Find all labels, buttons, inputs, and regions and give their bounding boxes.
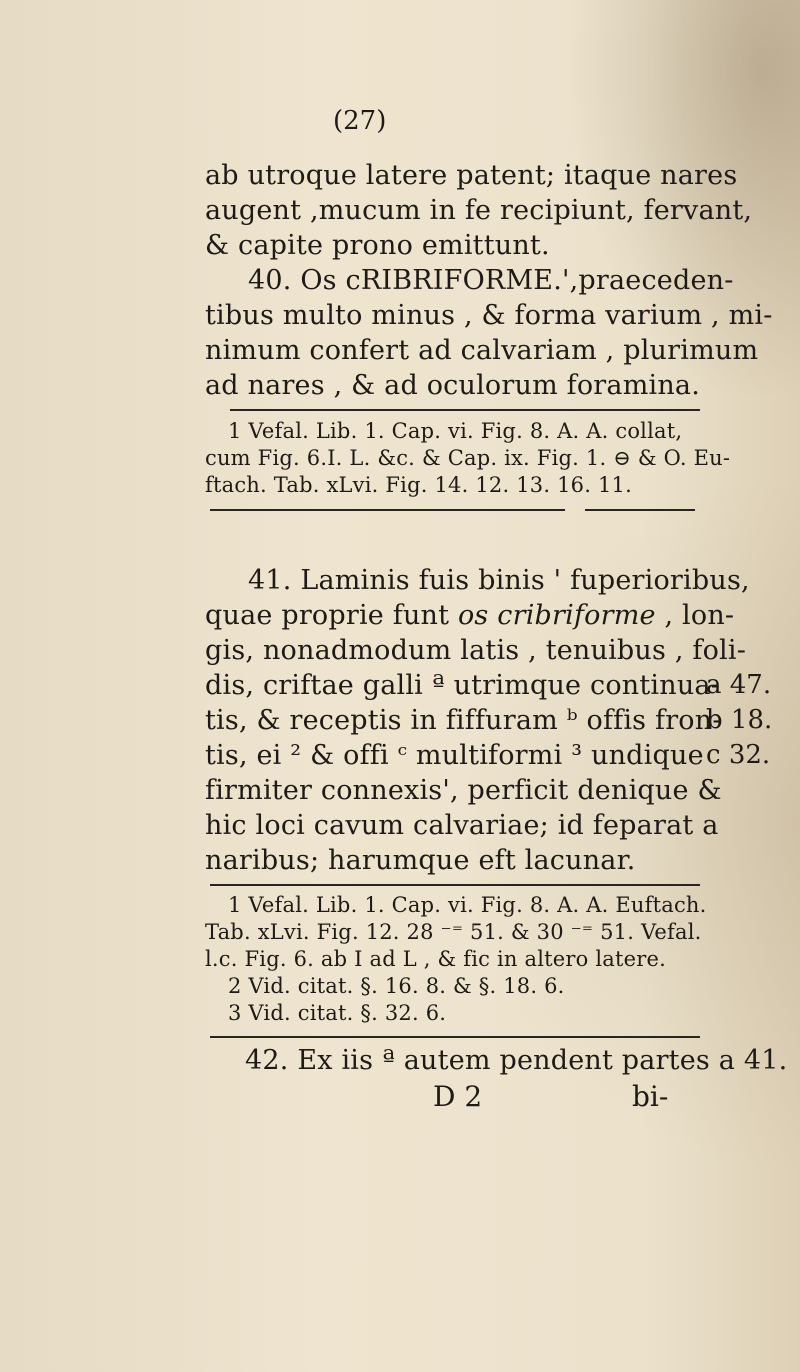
text-line: tibus multo minus , & forma varium , mi-: [205, 300, 773, 331]
margin-reference: c 32.: [706, 740, 771, 770]
footnote-line: 1 Vefal. Lib. 1. Cap. vi. Fig. 8. A. A. collat,: [228, 419, 683, 443]
margin-reference: b 18.: [706, 705, 773, 735]
footnote-rule: [210, 884, 700, 886]
footnote-line: 2 Vid. citat. §. 16. 8. & §. 18. 6.: [228, 974, 565, 998]
text-line: ad nares , & ad oculorum foramina.: [205, 370, 701, 401]
footnote-line: cum Fig. 6.I. L. &c. & Cap. ix. Fig. 1. ⊖ & O. Eu-: [205, 446, 731, 470]
text-line: augent ,mucum in fe recipiunt, fervant,: [205, 195, 753, 226]
text-line: hic loci cavum calvariae; id feparat a: [205, 810, 719, 841]
section-41-heading-line: 41. Laminis fuis binis ' fuperioribus,: [248, 565, 750, 596]
footnote-rule: [210, 509, 565, 511]
text-line: tis, ei ² & offi ᶜ multiformi ³ undique: [205, 740, 704, 771]
text-line: ab utroque latere patent; itaque nares: [205, 160, 738, 191]
margin-reference: a 47.: [706, 670, 772, 700]
text-line: tis, & receptis in fiffuram ᵇ offis fron-: [205, 705, 722, 736]
text-line: nimum confert ad calvariam , plurimum: [205, 335, 759, 366]
page-number: (27): [333, 106, 387, 136]
footnote-rule: [585, 509, 695, 511]
text-line: dis, criftae galli ª utrimque continua-: [205, 670, 721, 701]
text-line: naribus; harumque eft lacunar.: [205, 845, 636, 876]
footnote-line: Tab. xLvi. Fig. 12. 28 ⁻⁼ 51. & 30 ⁻⁼ 51. Vefal.: [205, 920, 702, 944]
section-40-heading-line: 40. Os cRIBRIFORME.',praeceden-: [248, 265, 734, 296]
text-line: firmiter connexis', perficit denique &: [205, 775, 722, 806]
text-span: , lon-: [655, 600, 735, 631]
footnote-line: 1 Vefal. Lib. 1. Cap. vi. Fig. 8. A. A. Euftach.: [228, 893, 707, 917]
text-line: gis, nonadmodum latis , tenuibus , foli-: [205, 635, 747, 666]
text-span: quae proprie funt: [205, 600, 458, 631]
text-line: & capite prono emittunt.: [205, 230, 550, 261]
catchword: bi-: [632, 1080, 669, 1113]
signature-mark: D 2: [433, 1080, 483, 1113]
footnote-rule: [210, 1036, 700, 1038]
footnote-line: ftach. Tab. xLvi. Fig. 14. 12. 13. 16. 11.: [205, 473, 632, 497]
section-42-heading-line: 42. Ex iis ª autem pendent partes a 41.: [245, 1045, 788, 1076]
italic-term: os cribriforme: [457, 600, 656, 631]
text-line: [205, 600, 734, 631]
footnote-line: l.c. Fig. 6. ab I ad L , & fic in altero latere.: [205, 947, 667, 971]
footnote-rule: [230, 409, 700, 411]
footnote-line: 3 Vid. citat. §. 32. 6.: [228, 1001, 447, 1025]
